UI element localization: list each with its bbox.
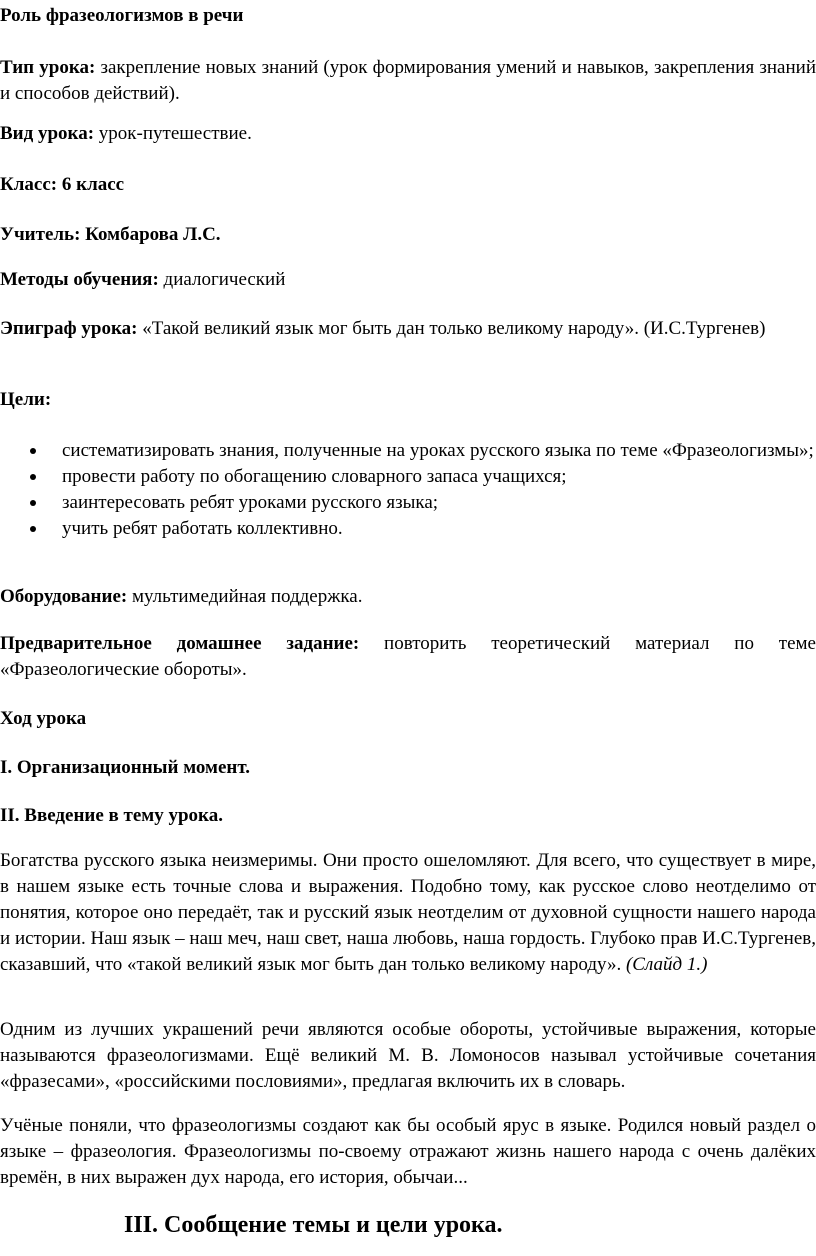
teacher: Учитель: Комбарова Л.С. [0, 224, 221, 245]
equipment-label: Оборудование: [0, 586, 128, 607]
section-heading-2: II. Введение в тему урока. [0, 805, 223, 826]
methods-label: Методы обучения: [0, 269, 159, 290]
list-item: провести работу по обогащению словарного запаса учащихся; [0, 464, 816, 490]
lesson-type-label: Тип урока: [0, 57, 96, 78]
methods [0, 267, 816, 293]
epigraph [0, 316, 816, 342]
bullet-icon [30, 448, 36, 454]
slide-reference: (Слайд 1.) [621, 954, 708, 975]
course-heading: Ход урока [0, 708, 87, 729]
section-heading-3: III. Сообщение темы и цели урока. [124, 1212, 503, 1238]
lesson-kind [0, 121, 816, 147]
section-heading-1: I. Организационный момент. [0, 757, 251, 778]
grade: Класс: 6 класс [0, 174, 125, 195]
epigraph-label: Эпиграф урока: [0, 318, 138, 339]
bullet-icon [30, 500, 36, 506]
equipment [0, 584, 816, 610]
homework-text: повторить теоретический материал по теме «Фразеологические обороты». [0, 633, 816, 680]
goals-label: Цели: [0, 389, 52, 410]
homework-label: Предварительное домашнее задание: [0, 633, 360, 654]
homework [0, 631, 816, 683]
lesson-type-text: закрепление новых знаний (урок формирования умений и навыков, закрепления знаний и способов действий). [0, 57, 816, 104]
equipment-text: мультимедийная поддержка. [127, 586, 363, 607]
paragraph-3: Учёные поняли, что фразеологизмы создают как бы особый ярус в языке. Родился новый раздел о языке – фразеология. Фразеологизмы по-своему отражают жизнь нашего народа с очень далёких времён, в них выражен дух народа, его история, обычаи... [0, 1115, 816, 1188]
list-item: систематизировать знания, полученные на уроках русского языка по теме «Фразеологизмы»; [0, 438, 816, 464]
document-title: Роль фразеологизмов в речи [0, 5, 244, 26]
lesson-kind-text: урок-путешествие. [94, 123, 252, 144]
paragraph-1: Богатства русского языка неизмеримы. Они просто ошеломляют. Для всего, что существует в мире, в нашем языке есть точные слова и выражения. Подобно тому, как русское слово неотделимо от понятия, которое оно передаёт, так и русский язык неотделим от духовной сущности нашего народа и истории. Наш язык – наш меч, наш свет, наша любовь, наша гордость. Глубоко прав И.С.Тургенев, сказавший, что «такой великий язык мог быть дан только великому народу». (Слайд 1.) [0, 850, 816, 975]
goals-list [0, 438, 816, 542]
methods-text: диалогический [158, 269, 286, 290]
lesson-type [0, 55, 816, 107]
bullet-icon [30, 526, 36, 532]
bullet-icon [30, 474, 36, 480]
list-item: учить ребят работать коллективно. [0, 516, 816, 542]
epigraph-text: «Такой великий язык мог быть дан только великому народу». (И.С.Тургенев) [137, 318, 766, 339]
paragraph-2: Одним из лучших украшений речи являются особые обороты, устойчивые выражения, которые называются фразеологизмами. Ещё великий М. В. Ломоносов называл устойчивые сочетания «фразесами», «российскими пословиями», предлагая включить их в словарь. [0, 1019, 816, 1092]
lesson-kind-label: Вид урока: [0, 123, 95, 144]
list-item: заинтересовать ребят уроками русского языка; [0, 490, 816, 516]
